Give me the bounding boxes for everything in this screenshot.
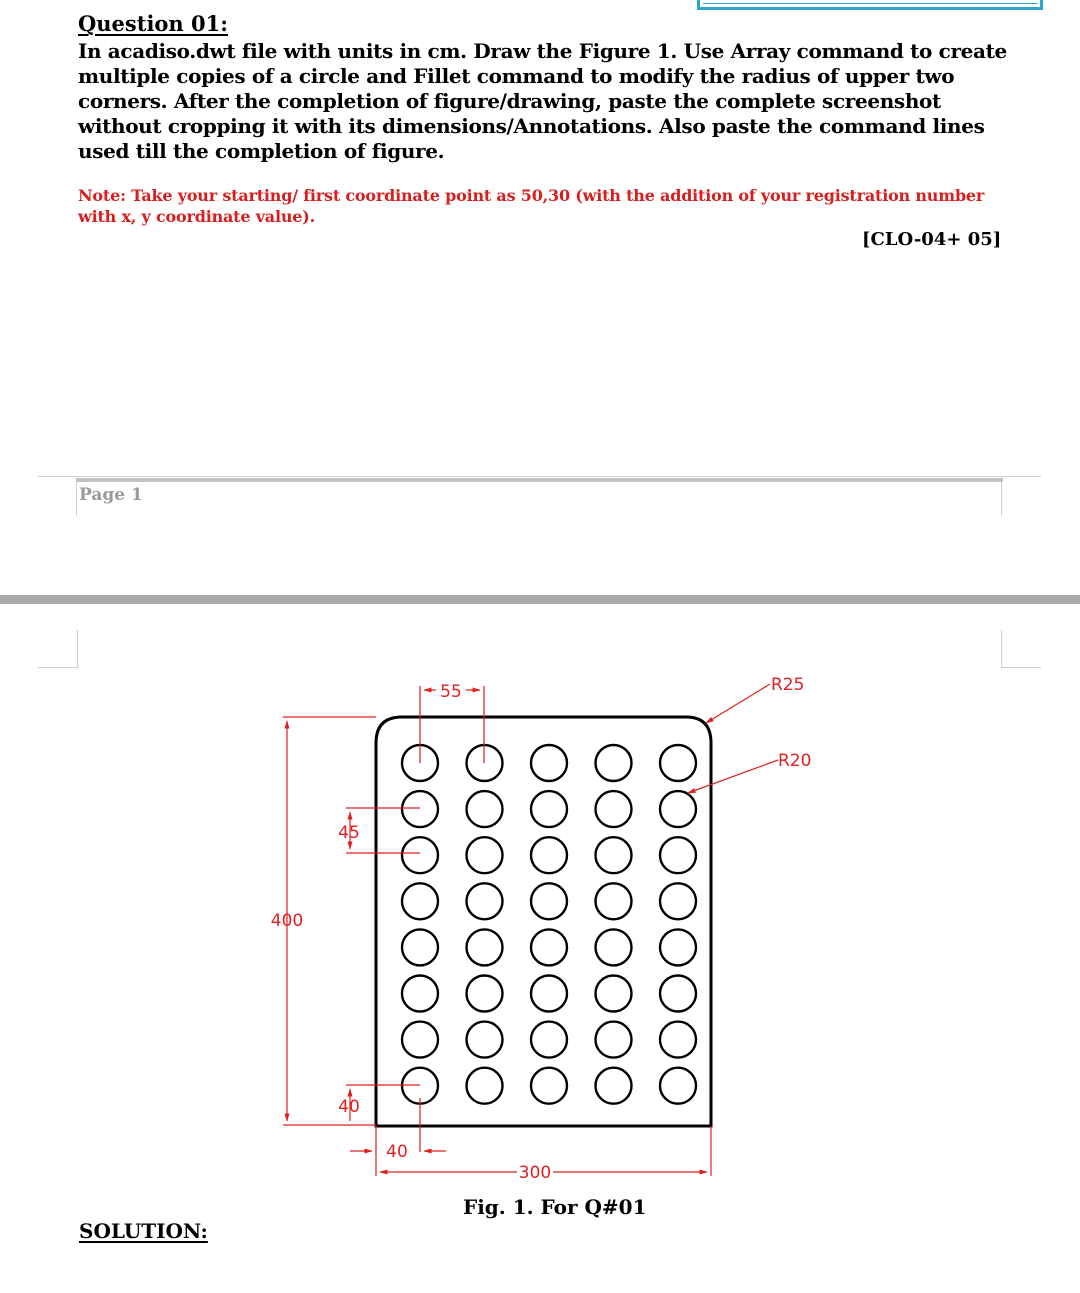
array-circle xyxy=(660,745,696,781)
array-circle xyxy=(596,745,632,781)
solution-heading: SOLUTION: xyxy=(79,1219,208,1243)
clo-marker: [CLO-04+ 05] xyxy=(862,229,1002,250)
array-circle xyxy=(596,929,632,965)
array-circle xyxy=(531,883,567,919)
dim-bottom-offset: 40 xyxy=(338,1097,360,1117)
array-circle xyxy=(531,791,567,827)
array-circle xyxy=(596,1022,632,1058)
figure-caption: Fig. 1. For Q#01 xyxy=(463,1195,647,1219)
array-circle xyxy=(467,1068,503,1104)
array-circle xyxy=(467,929,503,965)
dim-row-spacing: 45 xyxy=(338,823,360,843)
array-circle xyxy=(467,1022,503,1058)
page-number-label: Page 1 xyxy=(79,485,143,505)
dim-left-offset: 40 xyxy=(386,1142,408,1162)
question-title: Question 01: xyxy=(78,11,228,36)
dim-overall-height: 400 xyxy=(270,911,304,931)
array-circle xyxy=(467,791,503,827)
array-circle xyxy=(596,976,632,1012)
dim-column-spacing: 55 xyxy=(440,682,462,702)
array-circle xyxy=(402,883,438,919)
array-circle xyxy=(402,791,438,827)
array-circle xyxy=(402,1022,438,1058)
array-circle xyxy=(660,1022,696,1058)
array-circle xyxy=(660,791,696,827)
array-circle xyxy=(531,837,567,873)
array-circle xyxy=(531,1022,567,1058)
array-circle xyxy=(531,929,567,965)
array-circle xyxy=(531,976,567,1012)
array-circle xyxy=(467,883,503,919)
array-circle xyxy=(467,837,503,873)
array-circle xyxy=(660,1068,696,1104)
array-circle xyxy=(660,837,696,873)
array-circle xyxy=(402,976,438,1012)
array-circle xyxy=(660,883,696,919)
dim-overall-width: 300 xyxy=(518,1163,552,1183)
array-circle xyxy=(596,883,632,919)
dim-circle-radius: R20 xyxy=(778,751,812,771)
array-circle xyxy=(531,1068,567,1104)
array-circle xyxy=(402,929,438,965)
array-circle xyxy=(660,929,696,965)
array-circle xyxy=(402,837,438,873)
array-circle xyxy=(596,1068,632,1104)
question-body: In acadiso.dwt file with units in cm. Draw the Figure 1. Use Array command to create multiple copies of a circle and Fillet command to modify the radius of upper two corners. After the completion of figure/drawing, paste the complete screenshot without cropping it with its dimensions/Annotations. Also paste the command lines used till the completion of figure. xyxy=(78,39,1007,163)
array-circle xyxy=(467,976,503,1012)
circle-array xyxy=(402,745,696,1104)
array-circle xyxy=(596,837,632,873)
plate-outline xyxy=(376,717,711,1126)
array-circle xyxy=(660,976,696,1012)
array-circle xyxy=(596,791,632,827)
array-circle xyxy=(531,745,567,781)
dim-top-corner-radius: R25 xyxy=(771,675,805,695)
question-note: Note: Take your starting/ first coordinate point as 50,30 (with the addition of your registration number with x, y coordinate value). xyxy=(78,186,985,226)
